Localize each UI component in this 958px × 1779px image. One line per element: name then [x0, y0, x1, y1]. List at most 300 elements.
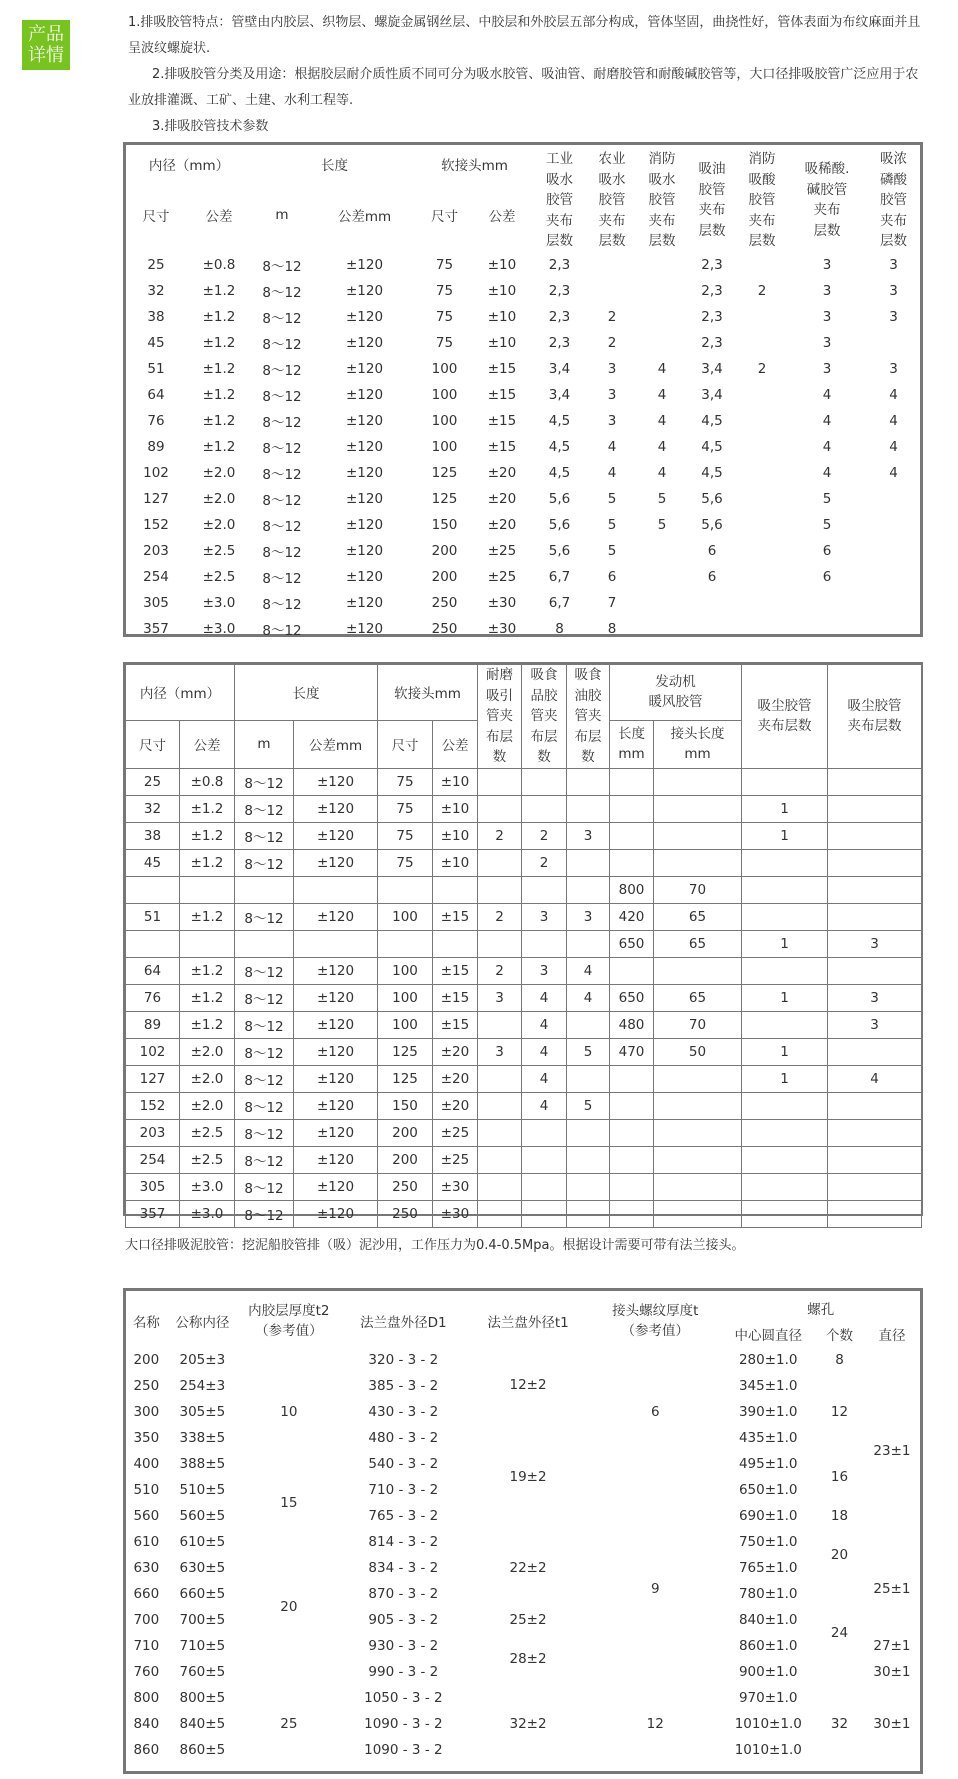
- table-cell: [867, 616, 920, 642]
- table-cell: 5,6: [701, 490, 723, 507]
- table-cell: ±25: [487, 542, 517, 559]
- table-cell: [867, 486, 920, 512]
- table-cell: ±120: [294, 903, 378, 930]
- table-cell: [654, 1065, 742, 1092]
- table-cell: [378, 876, 433, 903]
- table-cell: [654, 795, 742, 822]
- table-cell: ±10: [487, 334, 517, 351]
- t3-pcd: 650±1.0: [738, 1482, 798, 1498]
- t2-h-elen: 长度 mm: [610, 720, 654, 768]
- t3-pcd: 900±1.0: [738, 1664, 798, 1680]
- table-cell: 38: [147, 308, 165, 325]
- table-cell: ±2.0: [202, 464, 236, 481]
- table-cell: ±10: [433, 795, 478, 822]
- table-cell: [522, 876, 567, 903]
- table-cell: 4: [828, 1065, 922, 1092]
- table-cell: 3: [889, 282, 898, 299]
- table-cell: 8～12: [235, 1038, 294, 1065]
- t3-name: 800: [133, 1690, 160, 1706]
- table-cell: [742, 1092, 828, 1119]
- table-cell: ±1.2: [180, 1011, 235, 1038]
- table-row: [126, 434, 920, 460]
- t3-d1: 814 - 3 - 2: [368, 1534, 439, 1550]
- table-cell: 8～12: [235, 768, 294, 795]
- table-cell: 100: [431, 386, 458, 403]
- table-cell: [742, 957, 828, 984]
- table-cell: 100: [378, 984, 433, 1011]
- table-cell: [478, 795, 522, 822]
- table-cell: [433, 930, 478, 957]
- table-cell: ±1.2: [202, 308, 236, 325]
- t2-h-wear: 耐磨 吸引 管夹 布层 数: [478, 665, 522, 769]
- t3-dn: 800±5: [179, 1690, 226, 1706]
- table-cell: ±120: [294, 1065, 378, 1092]
- table-cell: 45: [147, 334, 165, 351]
- table-cell: 75: [435, 308, 454, 325]
- table-cell: 2: [522, 849, 567, 876]
- table-cell: [587, 278, 637, 304]
- table-cell: ±120: [294, 1200, 378, 1227]
- table-cell: 480: [610, 1011, 654, 1038]
- table-cell: [867, 564, 920, 590]
- table-cell: 357: [126, 1200, 180, 1227]
- t3-name: 200: [133, 1352, 160, 1368]
- table-cell: ±120: [345, 386, 384, 403]
- table-cell: [567, 1173, 610, 1200]
- t1-h-industrial: 工业 吸水 胶管 夹布 层数: [546, 151, 573, 249]
- table-cell: ±120: [294, 1011, 378, 1038]
- table-row: [126, 356, 920, 382]
- table-cell: 4: [889, 438, 898, 455]
- t3-d1: 540 - 3 - 2: [368, 1456, 439, 1472]
- table-cell: [637, 330, 687, 356]
- table-cell: [687, 590, 737, 616]
- table-cell: 6: [822, 542, 832, 559]
- table-cell: 8～12: [235, 822, 294, 849]
- table-cell: ±120: [345, 464, 384, 481]
- table-cell: ±25: [433, 1146, 478, 1173]
- table-cell: 65: [654, 903, 742, 930]
- table-cell: 64: [126, 957, 180, 984]
- table-cell: 8～12: [262, 414, 302, 431]
- table-cell: [828, 876, 922, 903]
- table-cell: 8～12: [235, 1119, 294, 1146]
- t1-h-oil: 吸油 胶管 夹布 层数: [698, 161, 726, 239]
- table-cell: 2: [607, 308, 617, 325]
- table-cell: [610, 1065, 654, 1092]
- t3-pcd: 860±1.0: [738, 1638, 798, 1654]
- table-cell: [478, 1092, 522, 1119]
- table-cell: 3: [478, 984, 522, 1011]
- table-cell: [867, 512, 920, 538]
- table-cell: [654, 1173, 742, 1200]
- t1-h-phosphoric: 吸浓 磷酸 胶管 夹布 层数: [880, 151, 907, 249]
- table-cell: 8～12: [235, 1092, 294, 1119]
- table-cell: 2,3: [548, 282, 571, 299]
- table-cell: ±2.0: [202, 490, 236, 507]
- table-cell: ±120: [294, 849, 378, 876]
- table-cell: 100: [431, 438, 458, 455]
- table-cell: 3: [607, 386, 617, 403]
- t3-d1: 710 - 3 - 2: [368, 1482, 439, 1498]
- t1-h-size: 尺寸: [142, 209, 170, 226]
- table-cell: 200: [431, 568, 458, 585]
- table-cell: 203: [143, 542, 169, 559]
- table-cell: 650: [610, 930, 654, 957]
- t3-pcd: 390±1.0: [738, 1404, 798, 1420]
- t3-dia: 27±1: [873, 1638, 911, 1654]
- table-cell: 4,5: [548, 438, 571, 455]
- table-row: [126, 876, 922, 903]
- table-cell: 3: [822, 334, 832, 351]
- table-cell: [610, 822, 654, 849]
- table-cell: 6: [822, 568, 832, 585]
- table-cell: 357: [143, 620, 169, 637]
- table-cell: 6: [707, 568, 717, 585]
- table-cell: [637, 252, 687, 278]
- table-cell: [637, 616, 687, 642]
- intro-p1: 1.排吸胶管特点：管壁由内胶层、织物层、螺旋金属钢丝层、中胶层和外胶层五部分构成，管体坚固，曲挠性好，管体表面为布纹麻面并且呈波纹螺旋状.: [128, 15, 921, 56]
- table-cell: 75: [378, 768, 433, 795]
- table-cell: 76: [126, 984, 180, 1011]
- table-cell: ±120: [345, 542, 384, 559]
- table-cell: ±120: [345, 490, 384, 507]
- table-suction-hose-params: [123, 142, 923, 637]
- t2-h-size: 尺寸: [126, 720, 180, 768]
- table-cell: [180, 876, 235, 903]
- table-cell: 3: [828, 984, 922, 1011]
- table-row: [126, 1065, 922, 1092]
- table-row: [126, 795, 922, 822]
- table-cell: ±120: [294, 1146, 378, 1173]
- table-cell: 200: [378, 1119, 433, 1146]
- t3-pcd: 435±1.0: [738, 1430, 798, 1446]
- table-cell: [737, 252, 787, 278]
- table-cell: ±20: [433, 1065, 478, 1092]
- t3-h-cnt: 个数: [826, 1328, 853, 1344]
- table-cell: ±10: [433, 822, 478, 849]
- table-cell: [235, 930, 294, 957]
- table-row: [126, 304, 920, 330]
- table-cell: [828, 822, 922, 849]
- table-cell: ±120: [294, 768, 378, 795]
- t3-h-t1: 法兰盘外径t1: [487, 1315, 569, 1331]
- table-cell: [522, 1200, 567, 1227]
- t3-t1: 32±2: [509, 1716, 547, 1732]
- table-cell: [567, 1065, 610, 1092]
- table-cell: 4: [889, 464, 898, 481]
- table-cell: [567, 930, 610, 957]
- table-cell: [294, 876, 378, 903]
- table-cell: [522, 1146, 567, 1173]
- t3-d1: 430 - 3 - 2: [368, 1404, 439, 1420]
- t3-t1: 12±2: [509, 1377, 547, 1393]
- table-cell: 5: [657, 516, 667, 533]
- table-cell: 305: [143, 594, 169, 611]
- table-cell: [654, 1092, 742, 1119]
- t3-cnt: 20: [830, 1547, 849, 1563]
- table-cell: ±10: [433, 768, 478, 795]
- t3-name: 700: [133, 1612, 160, 1628]
- table-row: [126, 1119, 922, 1146]
- table-cell: [828, 1119, 922, 1146]
- table-cell: 6: [707, 542, 717, 559]
- t3-d1: 1090 - 3 - 2: [364, 1716, 443, 1732]
- t3-cnt: 24: [830, 1625, 849, 1641]
- table-cell: ±120: [294, 1092, 378, 1119]
- t3-dn: 510±5: [179, 1482, 226, 1498]
- t1-h-m: m: [275, 207, 289, 224]
- table-cell: ±20: [433, 1092, 478, 1119]
- t3-dn: 860±5: [179, 1742, 226, 1758]
- table-cell: ±0.8: [202, 256, 236, 273]
- table-row: [126, 822, 922, 849]
- table-cell: 4,5: [548, 412, 571, 429]
- t3-h-pcd: 中心圆直径: [734, 1328, 802, 1344]
- table-cell: 38: [126, 822, 180, 849]
- table-cell: 5,6: [701, 516, 723, 533]
- table-cell: [742, 1011, 828, 1038]
- table-row: [126, 616, 920, 642]
- t2-h-foodoil: 吸食 油胶 管夹 布层 数: [567, 665, 610, 769]
- table-cell: 1: [742, 1065, 828, 1092]
- table-cell: 25: [126, 768, 180, 795]
- table-cell: [828, 1200, 922, 1227]
- table-cell: [737, 304, 787, 330]
- t3-d1: 765 - 3 - 2: [368, 1508, 439, 1524]
- table-cell: 4: [822, 464, 832, 481]
- table-cell: ±30: [433, 1200, 478, 1227]
- table-cell: [654, 822, 742, 849]
- table-cell: [610, 1173, 654, 1200]
- table-cell: ±120: [294, 795, 378, 822]
- table-cell: [737, 330, 787, 356]
- table-cell: ±2.5: [202, 542, 236, 559]
- table-cell: [567, 1011, 610, 1038]
- table-cell: [737, 460, 787, 486]
- t1-h-agri: 农业 吸水 胶管 夹布 层数: [598, 151, 626, 249]
- table-cell: [587, 252, 637, 278]
- table3-grid: [126, 1295, 920, 1763]
- table-cell: ±1.2: [180, 984, 235, 1011]
- table-cell: ±120: [294, 822, 378, 849]
- table-cell: [610, 795, 654, 822]
- table-cell: 4: [522, 1065, 567, 1092]
- table-cell: [867, 590, 920, 616]
- table-cell: 125: [378, 1065, 433, 1092]
- table-cell: [610, 768, 654, 795]
- table-row: [126, 278, 920, 304]
- table-cell: ±120: [345, 568, 384, 585]
- table1-grid: [126, 149, 920, 642]
- table-cell: 8～12: [262, 310, 302, 327]
- table-cell: ±120: [345, 516, 384, 533]
- table-cell: 2,3: [701, 282, 723, 299]
- table-cell: [828, 1173, 922, 1200]
- table-cell: 6: [607, 568, 617, 585]
- table-cell: ±2.5: [180, 1146, 235, 1173]
- table-cell: 4: [822, 438, 832, 455]
- t3-name: 610: [133, 1534, 160, 1550]
- t3-dn: 610±5: [179, 1534, 226, 1550]
- t3-pcd: 345±1.0: [738, 1378, 798, 1394]
- table-cell: ±120: [294, 1038, 378, 1065]
- table-row: [126, 957, 922, 984]
- t2-h-tolmm: 公差mm: [294, 720, 378, 768]
- table-cell: 152: [143, 516, 169, 533]
- table-cell: ±15: [433, 984, 478, 1011]
- t1-h-tol: 公差: [205, 209, 233, 226]
- table-cell: 152: [126, 1092, 180, 1119]
- t3-cnt: 8: [835, 1352, 844, 1368]
- t3-thread: 6: [650, 1404, 660, 1420]
- table-cell: 470: [610, 1038, 654, 1065]
- table-cell: ±120: [345, 360, 384, 377]
- table-cell: 5,6: [548, 516, 571, 533]
- table-cell: [478, 1200, 522, 1227]
- t3-dia: 30±1: [873, 1716, 911, 1732]
- table-cell: ±120: [294, 1173, 378, 1200]
- table-cell: [787, 590, 867, 616]
- table-cell: [478, 1173, 522, 1200]
- table-cell: [378, 930, 433, 957]
- table-cell: ±20: [487, 490, 517, 507]
- table-row: [126, 1038, 922, 1065]
- table-row: [126, 903, 922, 930]
- t3-d1: 930 - 3 - 2: [368, 1638, 439, 1654]
- table-cell: 2: [757, 282, 767, 299]
- t3-h-t2: 内胶层厚度t2 （参考值）: [248, 1303, 330, 1339]
- table-cell: 100: [431, 360, 458, 377]
- table-cell: 3: [889, 256, 898, 273]
- table-cell: [828, 1038, 922, 1065]
- table-cell: 75: [435, 282, 454, 299]
- table-cell: ±120: [294, 984, 378, 1011]
- table-cell: 2,3: [701, 256, 723, 273]
- table-cell: [478, 768, 522, 795]
- table-cell: ±0.8: [180, 768, 235, 795]
- table-cell: 4: [567, 957, 610, 984]
- table-cell: ±10: [487, 282, 517, 299]
- t3-dn: 660±5: [179, 1586, 226, 1602]
- t3-h-thread: 接头螺纹厚度t （参考值）: [612, 1303, 699, 1339]
- table-cell: 75: [435, 334, 454, 351]
- table-cell: [567, 768, 610, 795]
- product-detail-tag: 产品 详情: [22, 20, 70, 70]
- table-cell: [567, 876, 610, 903]
- table-cell: ±15: [487, 412, 517, 429]
- table-cell: ±20: [487, 516, 517, 533]
- table-cell: 100: [378, 903, 433, 930]
- table-cell: 8～12: [235, 1173, 294, 1200]
- t3-d1: 1050 - 3 - 2: [364, 1690, 443, 1706]
- table-cell: ±20: [433, 1038, 478, 1065]
- table-cell: 420: [610, 903, 654, 930]
- table-cell: 125: [431, 464, 458, 481]
- table-cell: [828, 957, 922, 984]
- table-cell: 4: [822, 386, 832, 403]
- t3-dn: 760±5: [179, 1664, 226, 1680]
- table-cell: ±15: [487, 438, 517, 455]
- table-cell: [637, 538, 687, 564]
- t3-dia: 30±1: [873, 1664, 911, 1680]
- t3-name: 400: [133, 1456, 160, 1472]
- intro-p2: 2.排吸胶管分类及用途：根据胶层耐介质性质不同可分为吸水胶管、吸油管、耐磨胶管和耐酸碱胶管等，大口径排吸胶管广泛应用于农业放排灌溉、工矿、土建、水利工程等.: [128, 67, 919, 108]
- table-cell: [742, 1119, 828, 1146]
- table-cell: [637, 304, 687, 330]
- t3-t2: 25: [280, 1716, 298, 1732]
- table-dredging-hose-params: [123, 1288, 923, 1774]
- table-cell: 8～12: [262, 596, 302, 613]
- table-cell: 25: [147, 256, 165, 273]
- table-cell: 102: [126, 1038, 180, 1065]
- table-cell: [522, 768, 567, 795]
- table-cell: [742, 768, 828, 795]
- table-cell: [828, 795, 922, 822]
- table-cell: 45: [126, 849, 180, 876]
- table-cell: [235, 876, 294, 903]
- t1-h-tolmm: 公差mm: [337, 209, 392, 226]
- t3-cnt: 12: [830, 1404, 849, 1420]
- table-cell: [654, 768, 742, 795]
- table2-grid: [125, 664, 922, 1228]
- table-cell: 8～12: [235, 957, 294, 984]
- t3-h-hole: 螺孔: [807, 1302, 835, 1318]
- t3-dn: 305±5: [179, 1404, 226, 1420]
- t3-t1: 25±2: [509, 1612, 547, 1628]
- table-cell: 5: [822, 490, 832, 507]
- table-cell: ±30: [433, 1173, 478, 1200]
- table-cell: 2: [478, 822, 522, 849]
- table-cell: 3: [607, 412, 617, 429]
- table-cell: ±1.2: [180, 822, 235, 849]
- table-cell: [737, 434, 787, 460]
- table-cell: 800: [610, 876, 654, 903]
- table-cell: [567, 1200, 610, 1227]
- table-cell: 75: [378, 795, 433, 822]
- t3-thread: 12: [646, 1716, 664, 1732]
- table-cell: [867, 330, 920, 356]
- table-cell: ±120: [345, 594, 384, 611]
- t1-h-fire: 消防 吸水 胶管 夹布 层数: [648, 151, 676, 249]
- table-cell: [522, 1119, 567, 1146]
- table-cell: [610, 1146, 654, 1173]
- table-cell: ±120: [345, 334, 384, 351]
- t1-h-dilute-acid: 吸稀酸. 碱胶管 夹布 层数: [804, 161, 850, 239]
- table-cell: 305: [126, 1173, 180, 1200]
- t3-dn: 630±5: [179, 1560, 226, 1576]
- table-cell: 4: [889, 412, 898, 429]
- table-cell: [737, 616, 787, 642]
- t2-body: [126, 768, 922, 1227]
- t1-h-len: 长度: [321, 157, 348, 174]
- table-cell: [478, 1119, 522, 1146]
- table-cell: 127: [143, 490, 169, 507]
- t3-pcd: 970±1.0: [738, 1690, 798, 1706]
- table-cell: 2,3: [548, 256, 571, 273]
- table-row: [126, 382, 920, 408]
- t3-name: 660: [133, 1586, 160, 1602]
- t2-h-dust2: 吸尘胶管 夹布层数: [828, 665, 922, 769]
- t3-dn: 700±5: [179, 1612, 226, 1628]
- t2-h-tol: 公差: [180, 720, 235, 768]
- table-cell: 5: [567, 1092, 610, 1119]
- dredging-hose-note: 大口径排吸泥胶管：挖泥船胶管排（吸）泥沙用，工作压力为0.4-0.5Mpa。根据设计需要可带有法兰接头。: [125, 1238, 745, 1253]
- table-cell: [478, 1011, 522, 1038]
- table-cell: 3,4: [701, 360, 723, 377]
- table-cell: ±3.0: [202, 620, 236, 637]
- table-cell: ±25: [487, 568, 517, 585]
